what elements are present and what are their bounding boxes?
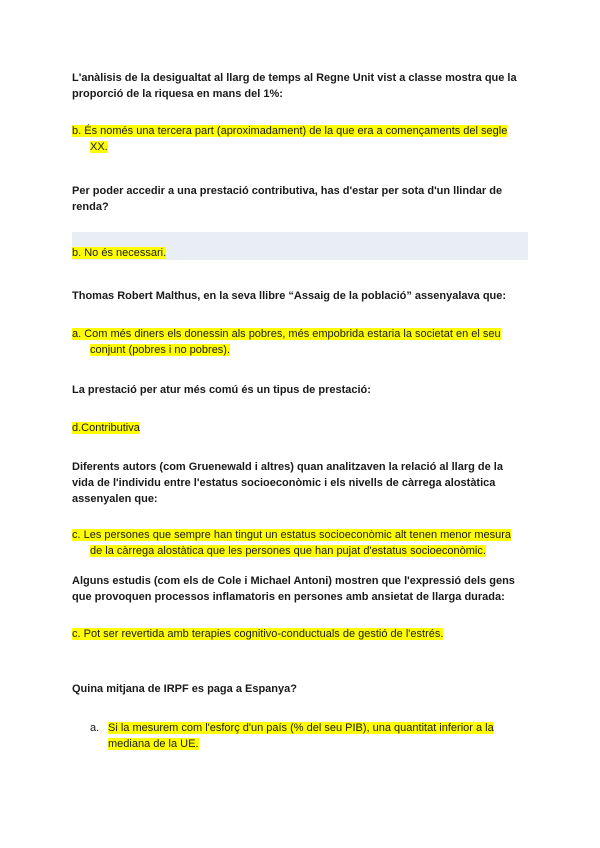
answer-3: a. Com més diners els donessin als pobres, més empobrida estaria la societat en el seu conjunt (pobres i no pobres). bbox=[72, 328, 501, 356]
answer-6: c. Pot ser revertida amb terapies cognitivo-conductuals de gestió de l'estrés. bbox=[72, 628, 444, 640]
answer-1: b. És només una tercera part (aproximadament) de la que era a començaments del segle XX. bbox=[72, 125, 508, 153]
question-3: Thomas Robert Malthus, en la seva llibre “Assaig de la població” assenyalava que: bbox=[72, 290, 507, 302]
question-5: Diferents autors (com Gruenewald i altres) quan analitzaven la relació al llarg de la vida de l'individu entre l'estatus socioeconòmic i els nivells de càrrega alostàtica assenyalen que: bbox=[72, 461, 503, 505]
question-4: La prestació per atur més comú és un tipus de prestació: bbox=[72, 384, 371, 396]
answer-5: c. Les persones que sempre han tingut un estatus socioeconòmic alt tenen menor mesura de la càrrega alostàtica que les persones que han pujat d'estatus socioeconòmic. bbox=[72, 529, 512, 557]
list-marker: a. bbox=[90, 722, 100, 734]
answer-4: d.Contributiva bbox=[72, 422, 140, 434]
question-7: Quina mitjana de IRPF es paga a Espanya? bbox=[72, 683, 297, 695]
question-1: L'anàlisis de la desigualtat al llarg de temps al Regne Unit vist a classe mostra que la proporció de la riquesa en mans del 1%: bbox=[72, 72, 517, 100]
answer-7: a. Si la mesurem com l'esforç d'un país (% del seu PIB), una quantitat inferior a la mediana de la UE. bbox=[90, 722, 494, 750]
answer-2: b. No és necessari. bbox=[72, 247, 167, 259]
question-2: Per poder accedir a una prestació contributiva, has d'estar per sota d'un llindar de renda? bbox=[72, 185, 503, 213]
question-6: Alguns estudis (com els de Cole i Michael Antoni) mostren que l'expressió dels gens que provoquen processos inflamatoris en persones amb ansietat de llarga durada: bbox=[72, 575, 515, 603]
